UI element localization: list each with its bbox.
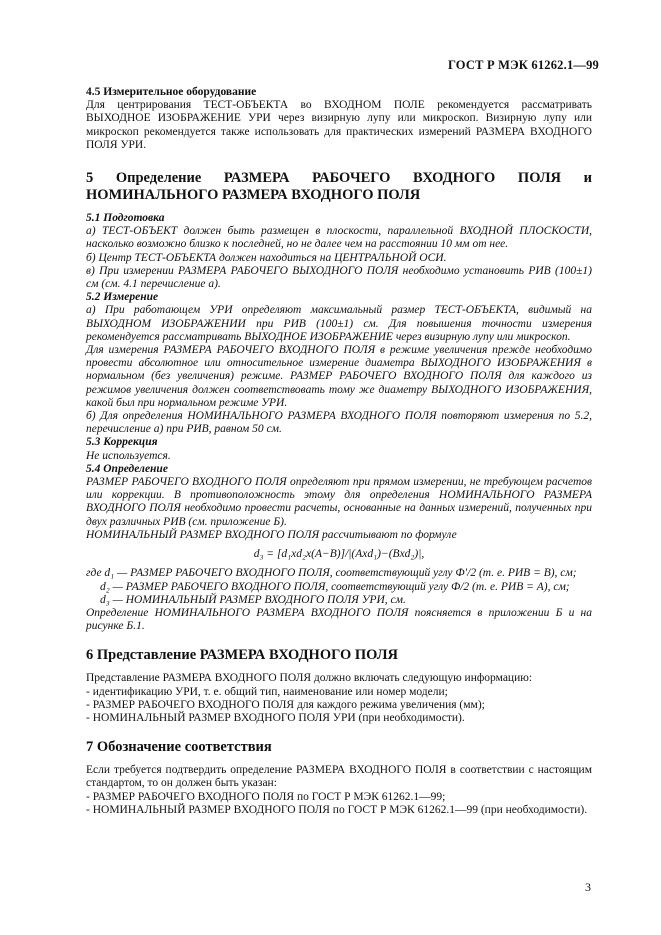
list-item: - НОМИНАЛЬНЫЙ РАЗМЕР ВХОДНОГО ПОЛЯ по ГОСТ Р МЭК 61262.1—99 (при необходимости). — [86, 803, 588, 816]
section-6-text: Представление РАЗМЕРА ВХОДНОГО ПОЛЯ должно включать следующую информацию: — [86, 672, 533, 685]
section-7-list — [86, 791, 592, 817]
section-5-title: 5 Определение РАЗМЕРА РАБОЧЕГО ВХОДНОГО ПОЛЯ и НОМИНАЛЬНОГО РАЗМЕРА ВХОДНОГО ПОЛЯ — [86, 170, 592, 204]
section-4-5-text: Для центрирования ТЕСТ-ОБЪЕКТА во ВХОДНОМ ПОЛЕ рекомендуется рассматривать ВЫХОДНОЕ ИЗОБРАЖЕНИЕ УРИ через визирную лупу или микроскоп. Визирную лупу или микроскоп рекомендуется также использовать для практических измерений РАЗМЕРА ВХОДНОГО ПОЛЯ УРИ. — [86, 99, 592, 151]
section-5-1-b: б) Центр ТЕСТ-ОБЪЕКТА должен находиться на ЦЕНТРАЛЬНОЙ ОСИ. — [86, 251, 447, 264]
list-item: - РАЗМЕР РАБОЧЕГО ВХОДНОГО ПОЛЯ по ГОСТ Р МЭК 61262.1—99; — [86, 790, 446, 803]
section-5-2-para: Для измерения РАЗМЕРА РАБОЧЕГО ВХОДНОГО ПОЛЯ в режиме увеличения прежде необходимо провести абсолютное или относительное измерение диаметра ВЫХОДНОГО ИЗОБРАЖЕНИЯ в нормальном (без увеличения) режиме. РАЗМЕР РАБОЧЕГО ВХОДНОГО ПОЛЯ для каждого из режимов увеличения должен соответствовать тому же диаметру ВЫХОДНОГО ИЗОБРАЖЕНИЯ, какой был при нормальном режиме УРИ. — [86, 344, 592, 409]
list-item: - идентификацию УРИ, т. е. общий тип, наименование или номер модели; — [86, 685, 448, 698]
page-header: ГОСТ Р МЭК 61262.1—99 — [447, 58, 599, 72]
section-5-4-para2: НОМИНАЛЬНЫЙ РАЗМЕР ВХОДНОГО ПОЛЯ рассчитывают по формуле — [86, 528, 457, 541]
section-7-title: 7 Обозначение соответствия — [86, 739, 272, 756]
section-5-body — [86, 212, 592, 633]
section-5-1-c: в) При измерении РАЗМЕРА РАБОЧЕГО ВЫХОДНОГО ПОЛЯ необходимо установить РИВ (100±1) см (см. 4.1 перечисление а). — [86, 264, 592, 291]
formula: d₃ = [d₁xd₂x(A−B)]/|(Axd₁)−(Bxd₂)|, — [253, 548, 425, 561]
section-5-1-a: а) ТЕСТ-ОБЪЕКТ должен быть размещен в плоскости, параллельной ВХОДНОЙ ПЛОСКОСТИ, насколько возможно близко к последней, но не далее чем на расстоянии 10 мм от нее. — [86, 225, 592, 251]
section-5-4-title: 5.4 Определение — [86, 462, 168, 475]
list-item: - РАЗМЕР РАБОЧЕГО ВХОДНОГО ПОЛЯ для каждого режима увеличения (мм); — [86, 698, 485, 711]
page-number: 3 — [585, 880, 591, 894]
list-item: - НОМИНАЛЬНЫЙ РАЗМЕР ВХОДНОГО ПОЛЯ УРИ (при необходимости). — [86, 711, 465, 724]
where-d1: где d₁ — РАЗМЕР РАБОЧЕГО ВХОДНОГО ПОЛЯ, соответствующий углу Ф′/2 (т. е. РИВ = В), см; — [86, 567, 577, 580]
section-5-4-para3: Определение НОМИНАЛЬНОГО РАЗМЕРА ВХОДНОГО ПОЛЯ поясняется в приложении Б и на рисунке Б.1. — [86, 606, 592, 633]
where-d2: d₂ — РАЗМЕР РАБОЧЕГО ВХОДНОГО ПОЛЯ, соответствующий углу Ф/2 (т. е. РИВ = А), см; — [100, 580, 570, 593]
section-6-list — [86, 686, 592, 726]
section-4-5-title: 4.5 Измерительное оборудование — [86, 86, 257, 98]
section-5-2-b: б) Для определения НОМИНАЛЬНОГО РАЗМЕРА ВХОДНОГО ПОЛЯ повторяют измерения по 5.2, перечисление а) при РИВ, равном 50 см. — [86, 410, 592, 436]
section-7-text: Если требуется подтвердить определение РАЗМЕРА ВХОДНОГО ПОЛЯ в соответствии с настоящим стандартом, то он должен быть указан: — [86, 764, 592, 790]
section-5-3-text: Не используется. — [86, 449, 171, 462]
where-d3: d₃ — НОМИНАЛЬНЫЙ РАЗМЕР ВХОДНОГО ПОЛЯ УРИ, см. — [100, 593, 406, 606]
section-6-title: 6 Представление РАЗМЕРА ВХОДНОГО ПОЛЯ — [86, 647, 398, 664]
section-5-2-a: а) При работающем УРИ определяют максимальный размер ТЕСТ-ОБЪЕКТА, видимый на ВЫХОДНОМ ИЗОБРАЖЕНИИ при РИВ (100±1) см. Для повышения точности измерения рекомендуется рассматривать ВЫХОДНОЕ ИЗОБРАЖЕНИЕ через визирную лупу или микроскоп. — [86, 304, 592, 343]
section-5-4-para1: РАЗМЕР РАБОЧЕГО ВХОДНОГО ПОЛЯ определяют при прямом измерении, не требующем расчетов или коррекции. В противоположность этому для определения НОМИНАЛЬНОГО РАЗМЕРА ВХОДНОГО ПОЛЯ необходимо провести расчеты, основанные на данных измерений, полученных при двух различных РИВ (см. приложение Б). — [86, 476, 592, 528]
page-content — [86, 86, 592, 817]
section-5-2-title: 5.2 Измерение — [86, 291, 159, 304]
section-5-3-title: 5.3 Коррекция — [86, 436, 158, 449]
section-5-1-title: 5.1 Подготовка — [86, 212, 165, 225]
